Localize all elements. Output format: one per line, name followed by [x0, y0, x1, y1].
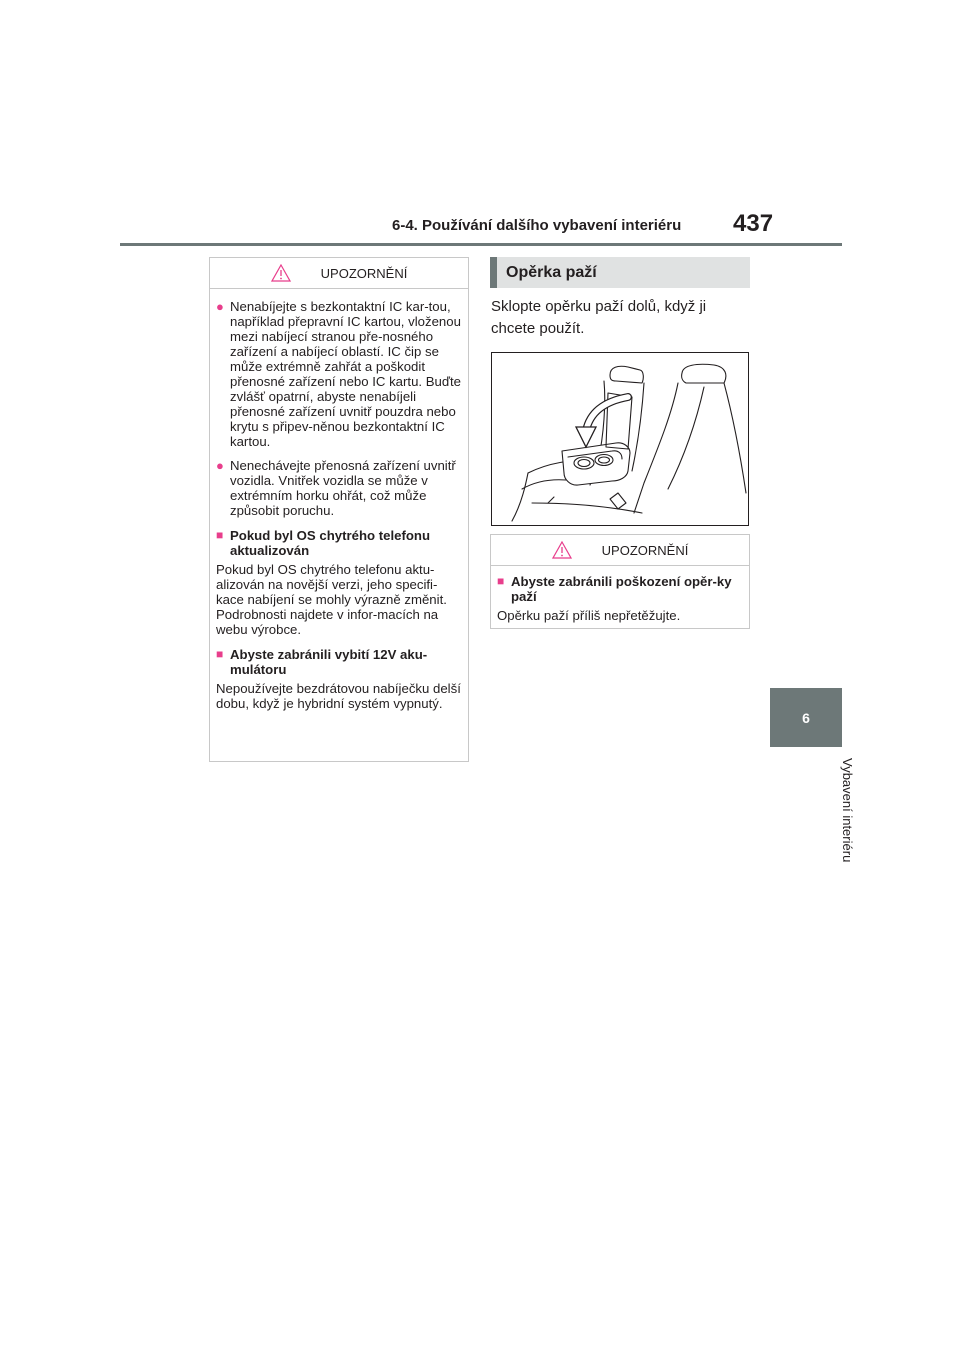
bullet-square-icon: ■: [216, 528, 224, 542]
bullet-square-icon: ■: [216, 647, 224, 661]
warning-triangle-icon: [271, 264, 291, 282]
page-number: 437: [733, 210, 774, 237]
caution-subheading: [497, 574, 743, 604]
warning-triangle-icon: [552, 541, 572, 559]
rear-seat-armrest-drawing: [492, 353, 748, 525]
subheading-text: Pokud byl OS chytrého telefonu aktualizován: [230, 528, 431, 558]
armrest-instruction: Sklopte opěrku paží dolů, když ji chcete použít.: [491, 298, 707, 337]
caution-box-right: [490, 534, 750, 629]
caution-heading: [210, 258, 468, 289]
caution-body: [491, 566, 749, 631]
subheading-text: Abyste zabránili poškození opěr-ky paží: [511, 574, 732, 604]
caution-body: [210, 289, 468, 719]
caution-paragraph: Opěrku paží příliš nepřetěžujte.: [497, 608, 681, 623]
bullet-circle-icon: ●: [216, 458, 224, 473]
chapter-number: 6: [802, 709, 810, 726]
caution-paragraph: Nepoužívejte bezdrátovou nabíječku delší dobu, když je hybridní systém vypnutý.: [216, 681, 461, 711]
caution-subheading: [216, 528, 462, 558]
armrest-illustration: [491, 352, 749, 526]
caution-heading-label: UPOZORNĚNÍ: [601, 542, 689, 558]
bullet-text: Nenechávejte přenosná zařízení uvnitř vozidla. Vnitřek vozidla se může v extrémním horku ohřát, což může způsobit poruchu.: [230, 458, 456, 518]
section-heading-armrest: Opěrka paží: [490, 257, 750, 288]
bullet-square-icon: ■: [497, 574, 505, 588]
caution-heading: [491, 535, 749, 566]
chapter-tab: [770, 688, 842, 747]
caution-box-left: [209, 257, 469, 762]
bullet-circle-icon: ●: [216, 299, 224, 314]
subheading-text: Abyste zabránili vybití 12V aku-mulátoru: [230, 647, 428, 677]
caution-bullet: [216, 299, 462, 449]
page-header-title: 6-4. Používání dalšího vybavení interiéru: [392, 217, 682, 234]
header-divider: [120, 243, 842, 246]
caution-paragraph: Pokud byl OS chytrého telefonu aktu-alizován na novější verzi, jeho specifi-kace nabíjení se mohly výrazně změnit. Podrobnosti najdete v infor-macích na webu výrobce.: [216, 562, 447, 637]
caution-subheading: [216, 647, 462, 677]
bullet-text: Nenabíjejte s bezkontaktní IC kar-tou, například přepravní IC kartou, vloženou mezi nabíjecí stranou pře-nosného zařízení a nabíjecí oblastí. IC čip se může extrémně zahřát a poškodit přenosné zařízení nebo IC kartu. Buďte zvlášť opatrní, abyste nenabíjeli přenosné zařízení uvnitř pouzdra nebo krytu s připev-něnou bezkontaktní IC kartou.: [230, 299, 461, 449]
caution-bullet: [216, 458, 462, 518]
chapter-label: Vybavení interiéru: [840, 758, 855, 863]
caution-heading-label: UPOZORNĚNÍ: [320, 265, 408, 281]
